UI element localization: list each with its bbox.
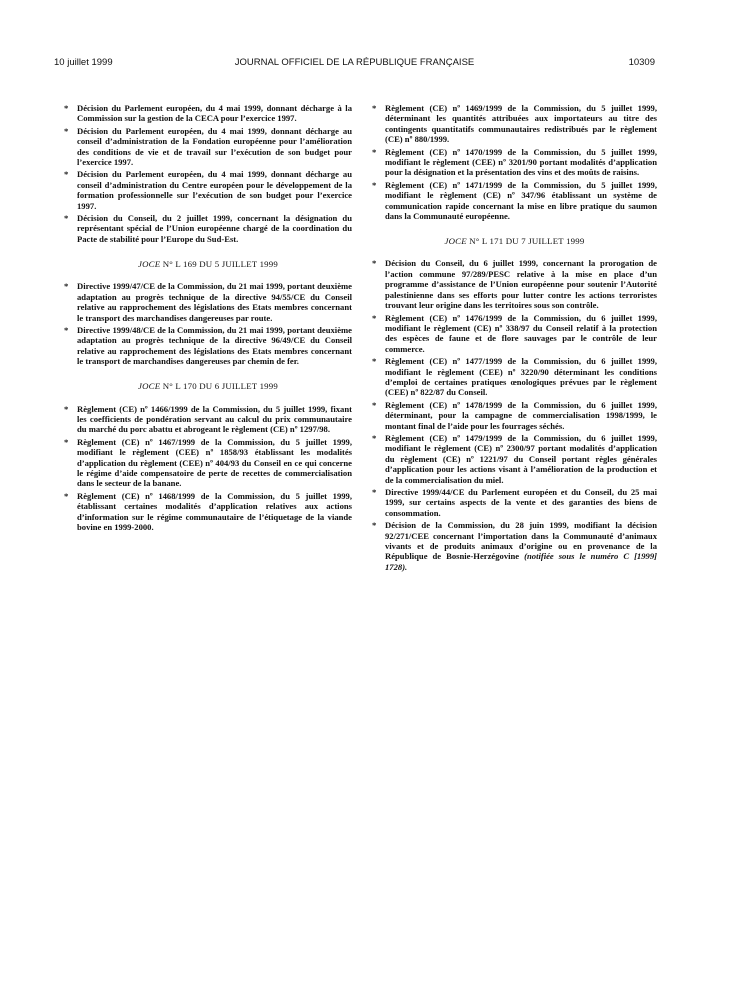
list-item [64,404,352,435]
list-item [372,520,657,572]
bullet-asterisk: * [64,125,69,136]
section-heading-l169 [64,258,352,270]
list-item [64,103,352,124]
bullet-asterisk: * [64,103,69,113]
journal-title: JOURNAL OFFICIEL DE LA RÉPUBLIQUE FRANÇAISE [234,57,475,68]
bullet-asterisk: * [64,490,69,501]
bullet-asterisk: * [372,179,377,190]
entry-text: Règlement (CE) nº 1466/1999 de la Commission, du 5 juillet 1999, fixant les coefficients de pondération servant au calcul du prix communautaire du marché du porc abattu et abrogeant le règlement (CE) nº 1297/98. [77,403,352,435]
bullet-asterisk: * [372,258,377,269]
bullet-asterisk: * [372,146,377,157]
right-intro-list [372,103,657,221]
right-column [372,103,657,574]
bullet-asterisk: * [372,312,377,323]
list-item [64,325,352,367]
entry-text: Décision du Parlement européen, du 4 mai 1999, donnant décharge à la Commission sur la gestion de la CECA pour l’exercice 1997. [77,103,352,124]
entry-text: Règlement (CE) nº 1479/1999 de la Commission, du 6 juillet 1999, modifiant le règlement (CE) nº 2300/97 portant modalités d’application du règlement (CE) nº 1221/97 du Conseil portant règles générales d’application pour les actions visant à l’amélioration de la production et de la commercialisation du miel. [385,432,657,485]
list-item [372,103,657,145]
bullet-asterisk: * [372,356,377,367]
bullet-asterisk: * [372,520,377,531]
list-item [64,281,352,323]
entry-text: Directive 1999/47/CE de la Commission, du 21 mai 1999, portant deuxième adaptation au progrès technique de la directive 94/55/CE du Conseil relative au rapprochement des législations des Etats membres concernant le transport des marchandises dangereuses par route. [77,281,352,323]
list-item [372,180,657,222]
entry-italic-note: (notifiée sous le numéro C [1999] 1728). [385,551,657,572]
bullet-asterisk: * [372,432,377,443]
entry-text: Règlement (CE) nº 1470/1999 de la Commission, du 5 juillet 1999, modifiant le règlement (CEE) nº 3201/90 portant modalités d’application pour la désignation et la présentation des vins et des moûts de raisins. [385,146,657,178]
bullet-asterisk: * [64,403,69,414]
bullet-asterisk: * [372,399,377,410]
list-item [372,258,657,310]
section-number: N° L 170 DU 6 JUILLET 1999 [162,380,278,391]
list-item [372,147,657,178]
page-header [54,56,655,70]
bullet-asterisk: * [372,103,377,113]
entry-text: Règlement (CE) nº 1478/1999 de la Commission, du 6 juillet 1999, déterminant, pour la campagne de commercialisation 1998/1999, le montant final de l’aide pour les fourrages séchés. [385,399,657,431]
section-l171-list [372,258,657,572]
section-l170-list [64,404,352,533]
section-journal-label: JOCE [138,380,161,391]
list-item [64,126,352,168]
left-column [64,103,352,534]
section-heading-l170 [64,380,352,392]
entry-text [385,520,657,572]
entry-text: Décision du Parlement européen, du 4 mai 1999, donnant décharge au conseil d’administration du Centre européen pour le développement de la formation professionnelle sur l’exécution de son budget pour l’exercice 1997. [77,169,352,211]
header-date: 10 juillet 1999 [54,57,113,68]
entry-text: Règlement (CE) nº 1469/1999 de la Commission, du 5 juillet 1999, déterminant les quantités attribuées aux importateurs au titre des contingents quantitatifs communautaires redistribués par le règlement (CE) nº 880/1999. [385,103,657,145]
entry-text: Directive 1999/48/CE de la Commission, du 21 mai 1999, portant deuxième adaptation au progrès technique de la directive 96/49/CE du Conseil relative au rapprochement des législations des Etats membres concernant le transport de marchandises dangereuses par chemin de fer. [77,324,352,367]
bullet-asterisk: * [64,213,69,224]
list-item [64,213,352,244]
section-l169-list [64,281,352,366]
list-item [372,356,657,398]
bullet-asterisk: * [64,324,69,335]
list-item [372,313,657,355]
entry-text: Règlement (CE) nº 1476/1999 de la Commission, du 6 juillet 1999, modifiant le règlement (CE) nº 338/97 du Conseil relatif à la protection des espèces de faune et de flore sauvages par le contrôle de leur commerce. [385,312,657,354]
section-heading-l171 [372,235,657,247]
list-item [64,491,352,533]
entry-text: Décision du Conseil, du 6 juillet 1999, concernant la prorogation de l’action commune 97/289/PESC relative à la mise en place d’un programme d’assistance de l’Union européenne pour soutenir l’Autorité palestinienne dans ses efforts pour lutter contre les actions terroristes trouvant leur origine dans les territoires sous son contrôle. [385,258,657,311]
entry-text: Règlement (CE) nº 1471/1999 de la Commission, du 5 juillet 1999, modifiant le règlement (CE) nº 347/96 établissant un système de communication rapide concernant la mise en libre pratique du saumon dans la Communauté européenne. [385,179,657,222]
list-item [64,169,352,211]
entry-text: Règlement (CE) nº 1467/1999 de la Commission, du 5 juillet 1999, modifiant le règlement (CEE) nº 1858/93 établissant les modalités d’application du règlement (CEE) nº 404/93 du Conseil en ce qui concerne le régime d’aide compensatoire de perte de recettes de commercialisation dans le secteur de la banane. [77,436,352,489]
entry-text: Règlement (CE) nº 1477/1999 de la Commission, du 6 juillet 1999, modifiant le règlement (CEE) nº 3220/90 déterminant les conditions d’emploi de certaines pratiques œnologiques prévues par le règlement (CEE) nº 822/87 du Conseil. [385,356,657,398]
list-item [372,400,657,431]
list-item [372,487,657,518]
list-item [64,437,352,489]
section-number: N° L 171 DU 7 JUILLET 1999 [469,236,585,247]
entry-text: Décision du Parlement européen, du 4 mai 1999, donnant décharge au conseil d’administration de la Fondation européenne pour l’amélioration des conditions de vie et de travail sur l’exécution de son budget pour l’exercice 1997. [77,125,352,168]
entry-text: Directive 1999/44/CE du Parlement européen et du Conseil, du 25 mai 1999, sur certains aspects de la vente et des garanties des biens de consommation. [385,487,657,518]
bullet-asterisk: * [64,281,69,292]
entry-text: Décision du Conseil, du 2 juillet 1999, concernant la désignation du représentant spécial de l’Union européenne chargé de la coordination du Pacte de stabilité pour l’Europe du Sud-Est. [77,213,352,244]
list-item [372,433,657,485]
bullet-asterisk: * [372,487,377,497]
entry-text: Règlement (CE) nº 1468/1999 de la Commission, du 5 juillet 1999, établissant certaines modalités d’application relatives aux actions d’information sur le régime communautaire de l’étiquetage de la viande bovine en 1999-2000. [77,490,352,532]
entry-main-text: Décision de la Commission, du 28 juin 1999, modifiant la décision 92/271/CEE concernant l’importation dans la Communauté d’animaux vivants et de produits animaux d’origine ou en provenance de la République de Bosnie-Herzégovine [385,520,657,562]
left-intro-list [64,103,352,244]
bullet-asterisk: * [64,169,69,180]
section-journal-label: JOCE [138,259,161,270]
section-journal-label: JOCE [444,236,467,247]
section-number: N° L 169 DU 5 JUILLET 1999 [162,259,278,270]
page-number: 10309 [628,57,655,68]
bullet-asterisk: * [64,436,69,447]
